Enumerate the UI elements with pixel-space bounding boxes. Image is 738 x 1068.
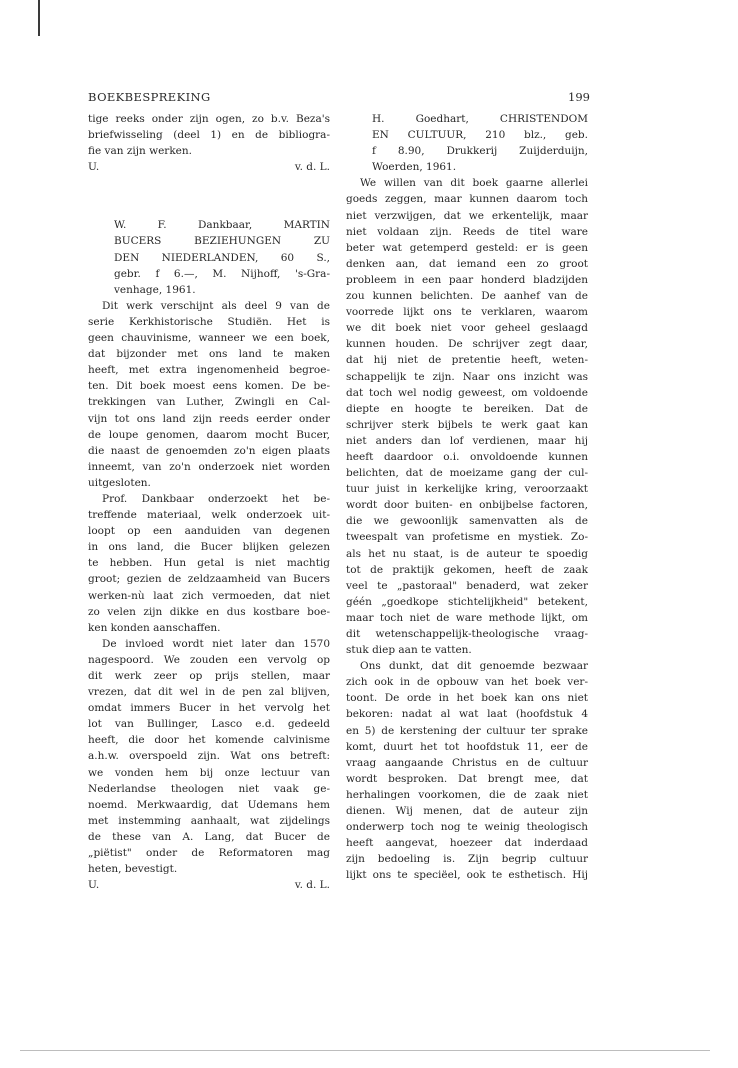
text-line: in ons land, die Bucer blijken gelezen [88, 541, 330, 554]
page-edge-line [38, 0, 40, 36]
text-line: heeft daardoor o.i. onvoldoende kunnen [346, 450, 588, 463]
text-line: bekoren: nadat al wat laat (hoofdstuk 4 [346, 708, 588, 721]
paragraph [346, 658, 588, 883]
text-line: schappelijk te zijn. Naar ons inzicht was [346, 370, 588, 383]
right-column [346, 111, 588, 884]
review-heading [88, 217, 330, 297]
text-line: werken-nù laat zich vermoeden, dat niet [88, 589, 330, 602]
text-line: Dit werk verschijnt als deel 9 van de [102, 299, 330, 312]
paragraph [88, 636, 330, 877]
text-line: groot; gezien de zeldzaamheid van Bucers [88, 573, 330, 586]
text-line: belichten, dat de moeizame gang der cul- [346, 467, 588, 480]
text-line: Prof. Dankbaar onderzoekt het be- [102, 492, 330, 505]
text-line: voorrede lijkt ons te verklaren, waarom [346, 306, 588, 319]
text-line: tuur juist in kerkelijke kring, veroorzaakt [346, 483, 588, 496]
text-line: uitgesloten. [88, 476, 151, 489]
text-line: nagespoord. We zouden een vervolg op [88, 653, 330, 666]
text-line: zou kunnen belichten. De aanhef van de [346, 290, 588, 303]
text-line: „piëtist" onder de Reformatoren mag [88, 847, 330, 860]
heading-line: Woerden, 1961. [372, 161, 457, 174]
text-line: noemd. Merkwaardig, dat Udemans hem [88, 798, 330, 811]
text-line: beter wat getemperd gesteld: er is geen [346, 241, 588, 254]
paragraph [346, 175, 588, 658]
heading-line: venhage, 1961. [114, 283, 196, 296]
text-line: heeft, met extra ingenomenheid begroe- [88, 364, 330, 377]
heading-line: f 8.90, Drukkerij Zuijderduijn, [372, 145, 588, 158]
text-line: tot de praktijk gekomen, heeft de zaak [346, 563, 588, 576]
heading-line: H. Goedhart, CHRISTENDOM [372, 113, 588, 125]
text-line: niet verzwijgen, dat we erkentelijk, maar [346, 209, 588, 222]
text-line: probleem in een paar honderd bladzijden [346, 273, 588, 286]
continuation-text [88, 111, 330, 159]
text-line: herhalingen voorkomen, die de zaak niet [346, 788, 588, 801]
text-line: de these van A. Lang, dat Bucer de [88, 830, 330, 843]
text-line: die we gewoonlijk samenvatten als de [346, 515, 588, 528]
text-line: trekkingen van Luther, Zwingli en Cal- [88, 396, 330, 409]
text-line: We willen van dit boek gaarne allerlei [360, 177, 588, 190]
text-line: zich ook in de opbouw van het boek ver- [346, 676, 588, 689]
text-line: tige reeks onder zijn ogen, zo b.v. Beza's [88, 113, 330, 125]
text-line: en 5) de kerstening der cultuur ter sprake [346, 724, 588, 737]
text-line: serie Kerkhistorische Studiën. Het is [88, 315, 330, 328]
text-line: loopt op een aanduiden van degenen [88, 525, 330, 538]
text-line: als het nu staat, is de auteur te spoedig [346, 547, 588, 560]
text-line: vraag aangaande Christus en de cultuur [346, 756, 588, 769]
page-bottom-edge [20, 1050, 710, 1051]
left-column [88, 111, 330, 893]
text-line: dienen. Wij menen, dat de auteur zijn [346, 805, 588, 818]
text-line: dat hij niet de pretentie heeft, weten- [346, 354, 588, 367]
text-line: ten. Dit boek moest eens komen. De be- [88, 380, 330, 393]
text-line: ken konden aanschaffen. [88, 621, 221, 634]
signature-author: v. d. L. [294, 879, 330, 892]
text-line: denken aan, dat iemand een zo groot [346, 257, 588, 270]
signature-author: v. d. L. [294, 161, 330, 174]
text-line: dit wetenschappelijk-theologische vraag- [346, 628, 588, 640]
text-line: zo velen zijn dikke en dus kostbare boe- [88, 605, 330, 618]
heading-line: gebr. f 6.—, M. Nijhoff, 's-Gra- [114, 267, 330, 280]
text-line: die naast de genoemden zo'n eigen plaats [88, 444, 330, 457]
text-line: wordt besproken. Dat brengt mee, dat [346, 772, 588, 785]
text-line: inneemt, van zo'n onderzoek niet worden [88, 460, 330, 473]
text-line: Ons dunkt, dat dit genoemde bezwaar [360, 660, 588, 673]
text-line: niet voldaan zijn. Reeds de titel ware [346, 225, 588, 238]
signature [88, 159, 330, 175]
paragraph [88, 491, 330, 636]
text-line: komt, duurt het tot hoofdstuk 11, eer de [346, 740, 588, 753]
text-line: dat bijzonder met ons land te maken [88, 348, 330, 361]
text-line: diepte en hoogte te bereiken. Dat de [346, 402, 588, 415]
text-line: niet anders dan lof verdienen, maar hij [346, 434, 588, 447]
text-line: dat toch wel nodig geweest, om voldoende [346, 386, 588, 399]
text-line: lijkt ons te speciëel, ook te esthetisch. Hij [346, 869, 588, 882]
paragraph [88, 298, 330, 491]
heading-line: DEN NIEDERLANDEN, 60 S., [114, 251, 330, 264]
text-line: heten, bevestigt. [88, 863, 178, 876]
text-line: lot van Bullinger, Lasco e.d. gedeeld [88, 718, 330, 731]
running-head: BOEKBESPREKING [88, 90, 211, 104]
page-number: 199 [568, 90, 590, 104]
text-line: met instemming aanhaalt, wat zijdelings [88, 814, 330, 827]
signature-initial: U. [88, 161, 100, 174]
text-line: we vonden hem bij onze lectuur van [88, 766, 330, 779]
text-line: wordt door buiten- en onbijbelse factoren, [346, 499, 588, 512]
text-line: De invloed wordt niet later dan 1570 [102, 637, 330, 650]
text-line: heeft aangevat, hoezeer dat inderdaad [346, 837, 588, 850]
text-line: a.h.w. overspoeld zijn. Wat ons betreft: [88, 750, 330, 763]
text-line: heeft, die door het komende calvinisme [88, 734, 330, 747]
heading-line: W. F. Dankbaar, MARTIN [114, 219, 330, 232]
text-line: veel te „pastoraal" benaderd, wat zeker [346, 579, 588, 592]
text-line: onderwerp toch nog te weinig theologisch [346, 821, 588, 834]
text-line: toont. De orde in het boek kan ons niet [346, 692, 588, 705]
text-line: géén „goedkope stichtelijkheid" betekent, [346, 595, 588, 608]
text-line: de loupe genomen, daarom mocht Bucer, [88, 428, 330, 441]
review-heading [346, 111, 588, 175]
heading-line: EN CULTUUR, 210 blz., geb. [372, 129, 588, 142]
text-line: vijn tot ons land zijn reeds eerder onder [88, 412, 330, 425]
text-line: te hebben. Hun getal is niet machtig [88, 557, 330, 570]
text-line: tweespalt van profetisme en mystiek. Zo- [346, 531, 588, 544]
text-line: stuk diep aan te vatten. [346, 644, 472, 657]
text-line: kunnen houden. De schrijver zegt daar, [346, 338, 588, 351]
text-line: schrijver sterk bijbels te werk gaat kan [346, 418, 588, 431]
text-line: we dit boek niet voor geheel geslaagd [346, 322, 588, 335]
heading-line: BUCERS BEZIEHUNGEN ZU [114, 235, 330, 248]
text-line: zijn bedoeling is. Zijn begrip cultuur [346, 853, 588, 866]
text-line: geen chauvinisme, wanneer we een boek, [88, 332, 330, 345]
text-line: vrezen, dat dit wel in de pen zal blijven, [88, 686, 330, 699]
text-line: goeds zeggen, maar kunnen daarom toch [346, 193, 588, 206]
text-line: fie van zijn werken. [88, 145, 192, 158]
text-line: treffende materiaal, welk onderzoek uit- [88, 509, 330, 522]
signature-initial: U. [88, 879, 100, 892]
text-line: dit werk zeer op prijs stellen, maar [88, 670, 330, 682]
text-line: omdat immers Bucer in het vervolg het [88, 702, 330, 715]
text-line: maar toch niet de ware methode lijkt, om [346, 611, 588, 624]
text-line: briefwisseling (deel 1) en de bibliogra- [88, 129, 330, 142]
text-line: Nederlandse theologen niet vaak ge- [88, 782, 330, 795]
signature [88, 877, 330, 893]
